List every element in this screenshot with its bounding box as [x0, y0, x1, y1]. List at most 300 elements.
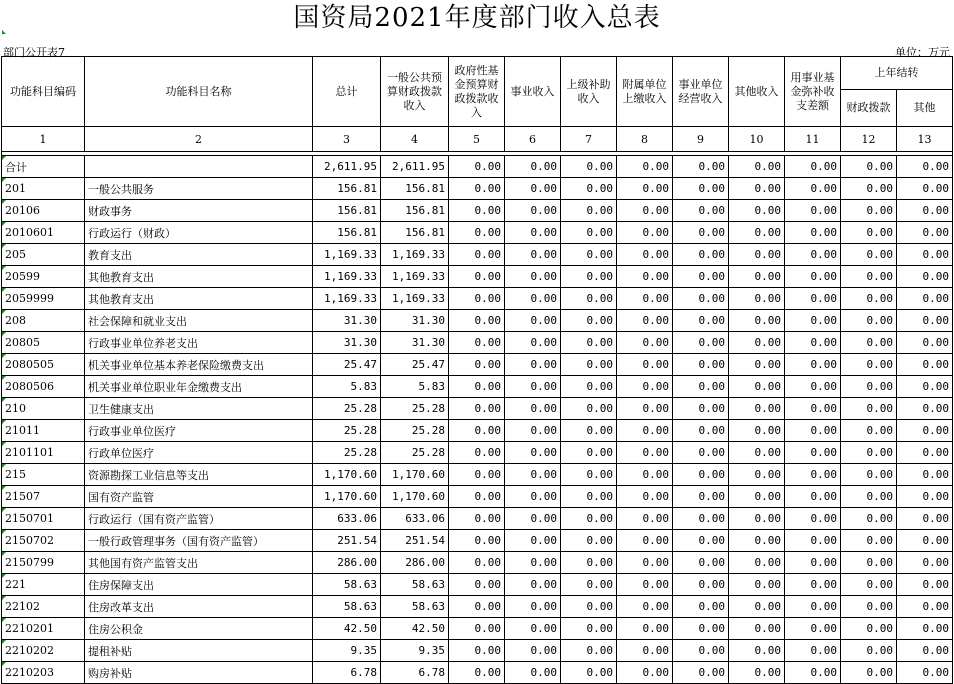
zero-value-cell: 0.00 — [785, 530, 841, 552]
zero-value-cell: 0.00 — [505, 420, 561, 442]
function-name-cell: 行政单位医疗 — [85, 442, 313, 464]
zero-value-cell: 0.00 — [897, 244, 953, 266]
function-code-cell: 205 — [2, 244, 85, 266]
zero-value-cell: 0.00 — [785, 156, 841, 178]
function-name-cell — [85, 156, 313, 178]
zero-value-cell: 0.00 — [785, 332, 841, 354]
function-code-cell: 22102 — [2, 596, 85, 618]
total-cell: 2,611.95 — [313, 156, 381, 178]
general-budget-cell: 25.28 — [381, 442, 449, 464]
zero-value-cell: 0.00 — [729, 266, 785, 288]
zero-value-cell: 0.00 — [449, 618, 505, 640]
zero-value-cell: 0.00 — [673, 288, 729, 310]
zero-value-cell: 0.00 — [897, 420, 953, 442]
zero-value-cell: 0.00 — [785, 464, 841, 486]
zero-value-cell: 0.00 — [617, 530, 673, 552]
zero-value-cell: 0.00 — [617, 508, 673, 530]
function-name-cell: 其他教育支出 — [85, 288, 313, 310]
column-index-row — [2, 127, 953, 152]
zero-value-cell: 0.00 — [841, 376, 897, 398]
table-row — [2, 596, 953, 618]
zero-value-cell: 0.00 — [561, 332, 617, 354]
general-budget-cell: 1,169.33 — [381, 244, 449, 266]
total-cell: 1,170.60 — [313, 486, 381, 508]
zero-value-cell: 0.00 — [841, 244, 897, 266]
zero-value-cell: 0.00 — [449, 178, 505, 200]
function-name-cell: 机关事业单位职业年金缴费支出 — [85, 376, 313, 398]
unit-label: 单位：万元 — [895, 46, 950, 59]
zero-value-cell: 0.00 — [897, 222, 953, 244]
function-code-cell: 20599 — [2, 266, 85, 288]
total-cell: 58.63 — [313, 574, 381, 596]
zero-value-cell: 0.00 — [897, 508, 953, 530]
zero-value-cell: 0.00 — [785, 310, 841, 332]
total-cell: 25.28 — [313, 398, 381, 420]
total-cell: 156.81 — [313, 222, 381, 244]
zero-value-cell: 0.00 — [617, 464, 673, 486]
function-name-cell: 卫生健康支出 — [85, 398, 313, 420]
zero-value-cell: 0.00 — [785, 376, 841, 398]
zero-value-cell: 0.00 — [449, 354, 505, 376]
zero-value-cell: 0.00 — [561, 552, 617, 574]
zero-value-cell: 0.00 — [617, 442, 673, 464]
zero-value-cell: 0.00 — [673, 376, 729, 398]
zero-value-cell: 0.00 — [561, 420, 617, 442]
function-code-cell: 2150799 — [2, 552, 85, 574]
header-total: 总计 — [313, 57, 381, 127]
zero-value-cell: 0.00 — [841, 200, 897, 222]
general-budget-cell: 6.78 — [381, 662, 449, 684]
zero-value-cell: 0.00 — [505, 486, 561, 508]
zero-value-cell: 0.00 — [785, 200, 841, 222]
function-name-cell: 提租补贴 — [85, 640, 313, 662]
zero-value-cell: 0.00 — [897, 640, 953, 662]
general-budget-cell: 156.81 — [381, 178, 449, 200]
column-index-cell: 4 — [381, 127, 449, 152]
zero-value-cell: 0.00 — [673, 310, 729, 332]
zero-value-cell: 0.00 — [729, 486, 785, 508]
table-row — [2, 420, 953, 442]
zero-value-cell: 0.00 — [729, 310, 785, 332]
zero-value-cell: 0.00 — [561, 618, 617, 640]
zero-value-cell: 0.00 — [897, 376, 953, 398]
zero-value-cell: 0.00 — [841, 398, 897, 420]
zero-value-cell: 0.00 — [449, 420, 505, 442]
zero-value-cell: 0.00 — [729, 332, 785, 354]
header-career-fund: 用事业基金弥补收支差额 — [785, 57, 841, 127]
table-row — [2, 178, 953, 200]
zero-value-cell: 0.00 — [729, 442, 785, 464]
function-code-cell: 2080506 — [2, 376, 85, 398]
zero-value-cell: 0.00 — [729, 222, 785, 244]
function-name-cell: 行政运行（财政） — [85, 222, 313, 244]
zero-value-cell: 0.00 — [841, 640, 897, 662]
zero-value-cell: 0.00 — [617, 640, 673, 662]
zero-value-cell: 0.00 — [841, 464, 897, 486]
function-name-cell: 财政事务 — [85, 200, 313, 222]
zero-value-cell: 0.00 — [729, 508, 785, 530]
column-index-cell: 13 — [897, 127, 953, 152]
table-row — [2, 398, 953, 420]
zero-value-cell: 0.00 — [617, 618, 673, 640]
general-budget-cell: 2,611.95 — [381, 156, 449, 178]
column-index-cell: 1 — [2, 127, 85, 152]
cell-marker-icon — [2, 30, 6, 34]
header-general-budget: 一般公共预算财政拨款收入 — [381, 57, 449, 127]
zero-value-cell: 0.00 — [897, 530, 953, 552]
zero-value-cell: 0.00 — [449, 442, 505, 464]
zero-value-cell: 0.00 — [841, 552, 897, 574]
zero-value-cell: 0.00 — [561, 376, 617, 398]
column-index-cell: 9 — [673, 127, 729, 152]
zero-value-cell: 0.00 — [449, 398, 505, 420]
zero-value-cell: 0.00 — [729, 376, 785, 398]
function-code-cell: 20106 — [2, 200, 85, 222]
zero-value-cell: 0.00 — [897, 662, 953, 684]
total-cell: 5.83 — [313, 376, 381, 398]
zero-value-cell: 0.00 — [673, 486, 729, 508]
income-table — [1, 56, 953, 684]
zero-value-cell: 0.00 — [897, 618, 953, 640]
zero-value-cell: 0.00 — [785, 354, 841, 376]
zero-value-cell: 0.00 — [449, 640, 505, 662]
zero-value-cell: 0.00 — [505, 156, 561, 178]
zero-value-cell: 0.00 — [785, 222, 841, 244]
zero-value-cell: 0.00 — [617, 200, 673, 222]
zero-value-cell: 0.00 — [449, 464, 505, 486]
function-code-cell: 合计 — [2, 156, 85, 178]
zero-value-cell: 0.00 — [785, 662, 841, 684]
zero-value-cell: 0.00 — [561, 662, 617, 684]
zero-value-cell: 0.00 — [897, 398, 953, 420]
general-budget-cell: 58.63 — [381, 574, 449, 596]
zero-value-cell: 0.00 — [673, 640, 729, 662]
zero-value-cell: 0.00 — [561, 442, 617, 464]
zero-value-cell: 0.00 — [897, 288, 953, 310]
zero-value-cell: 0.00 — [841, 618, 897, 640]
total-cell: 633.06 — [313, 508, 381, 530]
zero-value-cell: 0.00 — [505, 552, 561, 574]
general-budget-cell: 1,169.33 — [381, 266, 449, 288]
column-index-cell: 3 — [313, 127, 381, 152]
zero-value-cell: 0.00 — [561, 596, 617, 618]
total-cell: 156.81 — [313, 200, 381, 222]
table-row — [2, 486, 953, 508]
zero-value-cell: 0.00 — [505, 200, 561, 222]
zero-value-cell: 0.00 — [617, 156, 673, 178]
zero-value-cell: 0.00 — [449, 266, 505, 288]
total-cell: 25.47 — [313, 354, 381, 376]
function-code-cell: 2210201 — [2, 618, 85, 640]
zero-value-cell: 0.00 — [617, 574, 673, 596]
zero-value-cell: 0.00 — [673, 244, 729, 266]
general-budget-cell: 9.35 — [381, 640, 449, 662]
function-code-cell: 210 — [2, 398, 85, 420]
zero-value-cell: 0.00 — [897, 156, 953, 178]
zero-value-cell: 0.00 — [897, 552, 953, 574]
zero-value-cell: 0.00 — [673, 156, 729, 178]
zero-value-cell: 0.00 — [673, 596, 729, 618]
header-operating: 事业单位经营收入 — [673, 57, 729, 127]
zero-value-cell: 0.00 — [673, 222, 729, 244]
zero-value-cell: 0.00 — [729, 618, 785, 640]
header-code: 功能科目编码 — [2, 57, 85, 127]
zero-value-cell: 0.00 — [785, 442, 841, 464]
general-budget-cell: 156.81 — [381, 200, 449, 222]
zero-value-cell: 0.00 — [841, 222, 897, 244]
zero-value-cell: 0.00 — [673, 530, 729, 552]
zero-value-cell: 0.00 — [449, 222, 505, 244]
zero-value-cell: 0.00 — [561, 222, 617, 244]
header-carry-other: 其他 — [897, 90, 953, 127]
function-code-cell: 2150702 — [2, 530, 85, 552]
table-row — [2, 244, 953, 266]
report-title: 国资局2021年度部门收入总表 — [293, 3, 661, 33]
header-carryover: 上年结转 — [841, 57, 953, 90]
total-cell: 25.28 — [313, 442, 381, 464]
zero-value-cell: 0.00 — [729, 178, 785, 200]
table-row — [2, 640, 953, 662]
zero-value-cell: 0.00 — [561, 640, 617, 662]
column-index-cell: 5 — [449, 127, 505, 152]
table-row — [2, 332, 953, 354]
table-row — [2, 464, 953, 486]
zero-value-cell: 0.00 — [673, 266, 729, 288]
zero-value-cell: 0.00 — [841, 596, 897, 618]
zero-value-cell: 0.00 — [897, 442, 953, 464]
table-row — [2, 508, 953, 530]
zero-value-cell: 0.00 — [617, 420, 673, 442]
function-name-cell: 国有资产监管 — [85, 486, 313, 508]
zero-value-cell: 0.00 — [841, 288, 897, 310]
zero-value-cell: 0.00 — [785, 552, 841, 574]
zero-value-cell: 0.00 — [449, 288, 505, 310]
function-name-cell: 社会保障和就业支出 — [85, 310, 313, 332]
zero-value-cell: 0.00 — [617, 222, 673, 244]
zero-value-cell: 0.00 — [673, 398, 729, 420]
zero-value-cell: 0.00 — [505, 376, 561, 398]
zero-value-cell: 0.00 — [617, 662, 673, 684]
function-code-cell: 215 — [2, 464, 85, 486]
general-budget-cell: 633.06 — [381, 508, 449, 530]
zero-value-cell: 0.00 — [841, 354, 897, 376]
general-budget-cell: 251.54 — [381, 530, 449, 552]
function-name-cell: 教育支出 — [85, 244, 313, 266]
zero-value-cell: 0.00 — [617, 288, 673, 310]
zero-value-cell: 0.00 — [449, 596, 505, 618]
zero-value-cell: 0.00 — [449, 200, 505, 222]
zero-value-cell: 0.00 — [785, 596, 841, 618]
zero-value-cell: 0.00 — [897, 310, 953, 332]
function-code-cell: 20805 — [2, 332, 85, 354]
function-name-cell: 其他教育支出 — [85, 266, 313, 288]
general-budget-cell: 25.28 — [381, 420, 449, 442]
zero-value-cell: 0.00 — [785, 266, 841, 288]
zero-value-cell: 0.00 — [785, 178, 841, 200]
zero-value-cell: 0.00 — [561, 310, 617, 332]
zero-value-cell: 0.00 — [561, 288, 617, 310]
function-code-cell: 2010601 — [2, 222, 85, 244]
zero-value-cell: 0.00 — [505, 222, 561, 244]
zero-value-cell: 0.00 — [897, 486, 953, 508]
table-row — [2, 662, 953, 684]
column-index-cell: 2 — [85, 127, 313, 152]
zero-value-cell: 0.00 — [449, 530, 505, 552]
zero-value-cell: 0.00 — [785, 640, 841, 662]
zero-value-cell: 0.00 — [729, 288, 785, 310]
zero-value-cell: 0.00 — [841, 178, 897, 200]
zero-value-cell: 0.00 — [841, 530, 897, 552]
zero-value-cell: 0.00 — [617, 596, 673, 618]
zero-value-cell: 0.00 — [841, 156, 897, 178]
zero-value-cell: 0.00 — [729, 244, 785, 266]
function-code-cell: 2210202 — [2, 640, 85, 662]
zero-value-cell: 0.00 — [505, 398, 561, 420]
zero-value-cell: 0.00 — [673, 420, 729, 442]
zero-value-cell: 0.00 — [673, 574, 729, 596]
zero-value-cell: 0.00 — [897, 266, 953, 288]
zero-value-cell: 0.00 — [449, 574, 505, 596]
general-budget-cell: 286.00 — [381, 552, 449, 574]
function-code-cell: 2210203 — [2, 662, 85, 684]
zero-value-cell: 0.00 — [897, 178, 953, 200]
header-carry-fiscal: 财政拨款 — [841, 90, 897, 127]
zero-value-cell: 0.00 — [841, 420, 897, 442]
zero-value-cell: 0.00 — [505, 530, 561, 552]
header-career: 事业收入 — [505, 57, 561, 127]
zero-value-cell: 0.00 — [897, 200, 953, 222]
general-budget-cell: 1,169.33 — [381, 288, 449, 310]
zero-value-cell: 0.00 — [729, 156, 785, 178]
zero-value-cell: 0.00 — [617, 486, 673, 508]
zero-value-cell: 0.00 — [617, 552, 673, 574]
zero-value-cell: 0.00 — [449, 552, 505, 574]
zero-value-cell: 0.00 — [505, 310, 561, 332]
function-name-cell: 行政事业单位养老支出 — [85, 332, 313, 354]
zero-value-cell: 0.00 — [505, 354, 561, 376]
table-row — [2, 354, 953, 376]
column-index-cell: 6 — [505, 127, 561, 152]
function-code-cell: 208 — [2, 310, 85, 332]
zero-value-cell: 0.00 — [729, 200, 785, 222]
table-row — [2, 288, 953, 310]
zero-value-cell: 0.00 — [841, 486, 897, 508]
zero-value-cell: 0.00 — [561, 156, 617, 178]
zero-value-cell: 0.00 — [841, 332, 897, 354]
zero-value-cell: 0.00 — [617, 310, 673, 332]
zero-value-cell: 0.00 — [841, 508, 897, 530]
function-name-cell: 一般公共服务 — [85, 178, 313, 200]
zero-value-cell: 0.00 — [505, 596, 561, 618]
column-index-cell: 7 — [561, 127, 617, 152]
table-row — [2, 442, 953, 464]
zero-value-cell: 0.00 — [505, 244, 561, 266]
zero-value-cell: 0.00 — [505, 178, 561, 200]
function-code-cell: 2080505 — [2, 354, 85, 376]
zero-value-cell: 0.00 — [617, 244, 673, 266]
total-cell: 42.50 — [313, 618, 381, 640]
zero-value-cell: 0.00 — [561, 178, 617, 200]
function-name-cell: 住房改革支出 — [85, 596, 313, 618]
general-budget-cell: 42.50 — [381, 618, 449, 640]
zero-value-cell: 0.00 — [561, 244, 617, 266]
function-name-cell: 住房保障支出 — [85, 574, 313, 596]
zero-value-cell: 0.00 — [897, 354, 953, 376]
column-index-cell: 12 — [841, 127, 897, 152]
zero-value-cell: 0.00 — [785, 420, 841, 442]
table-row — [2, 552, 953, 574]
general-budget-cell: 25.28 — [381, 398, 449, 420]
function-code-cell: 2150701 — [2, 508, 85, 530]
zero-value-cell: 0.00 — [505, 266, 561, 288]
column-index-cell: 11 — [785, 127, 841, 152]
general-budget-cell: 1,170.60 — [381, 486, 449, 508]
zero-value-cell: 0.00 — [897, 332, 953, 354]
zero-value-cell: 0.00 — [785, 618, 841, 640]
zero-value-cell: 0.00 — [561, 266, 617, 288]
header-superior-subsidy: 上级补助收入 — [561, 57, 617, 127]
form-number: 部门公开表7 — [3, 46, 65, 59]
zero-value-cell: 0.00 — [673, 464, 729, 486]
zero-value-cell: 0.00 — [673, 552, 729, 574]
function-name-cell: 其他国有资产监管支出 — [85, 552, 313, 574]
total-cell: 31.30 — [313, 332, 381, 354]
zero-value-cell: 0.00 — [729, 530, 785, 552]
total-cell: 58.63 — [313, 596, 381, 618]
zero-value-cell: 0.00 — [785, 398, 841, 420]
zero-value-cell: 0.00 — [673, 332, 729, 354]
zero-value-cell: 0.00 — [449, 662, 505, 684]
zero-value-cell: 0.00 — [673, 354, 729, 376]
header-name: 功能科目名称 — [85, 57, 313, 127]
zero-value-cell: 0.00 — [505, 640, 561, 662]
function-name-cell: 购房补贴 — [85, 662, 313, 684]
zero-value-cell: 0.00 — [617, 376, 673, 398]
zero-value-cell: 0.00 — [561, 574, 617, 596]
zero-value-cell: 0.00 — [673, 442, 729, 464]
zero-value-cell: 0.00 — [729, 398, 785, 420]
zero-value-cell: 0.00 — [617, 354, 673, 376]
total-cell: 1,169.33 — [313, 244, 381, 266]
zero-value-cell: 0.00 — [729, 552, 785, 574]
zero-value-cell: 0.00 — [505, 332, 561, 354]
total-cell: 9.35 — [313, 640, 381, 662]
table-row — [2, 618, 953, 640]
general-budget-cell: 58.63 — [381, 596, 449, 618]
function-code-cell: 221 — [2, 574, 85, 596]
function-name-cell: 资源勘探工业信息等支出 — [85, 464, 313, 486]
table-row — [2, 156, 953, 178]
zero-value-cell: 0.00 — [505, 574, 561, 596]
zero-value-cell: 0.00 — [729, 640, 785, 662]
header-affiliated: 附属单位上缴收入 — [617, 57, 673, 127]
zero-value-cell: 0.00 — [449, 156, 505, 178]
total-cell: 286.00 — [313, 552, 381, 574]
total-cell: 1,169.33 — [313, 266, 381, 288]
zero-value-cell: 0.00 — [449, 376, 505, 398]
total-cell: 1,169.33 — [313, 288, 381, 310]
total-cell: 251.54 — [313, 530, 381, 552]
function-name-cell: 行政运行（国有资产监管） — [85, 508, 313, 530]
general-budget-cell: 1,170.60 — [381, 464, 449, 486]
zero-value-cell: 0.00 — [505, 662, 561, 684]
zero-value-cell: 0.00 — [449, 310, 505, 332]
zero-value-cell: 0.00 — [841, 310, 897, 332]
zero-value-cell: 0.00 — [561, 464, 617, 486]
zero-value-cell: 0.00 — [729, 464, 785, 486]
header-other-income: 其他收入 — [729, 57, 785, 127]
zero-value-cell: 0.00 — [729, 662, 785, 684]
